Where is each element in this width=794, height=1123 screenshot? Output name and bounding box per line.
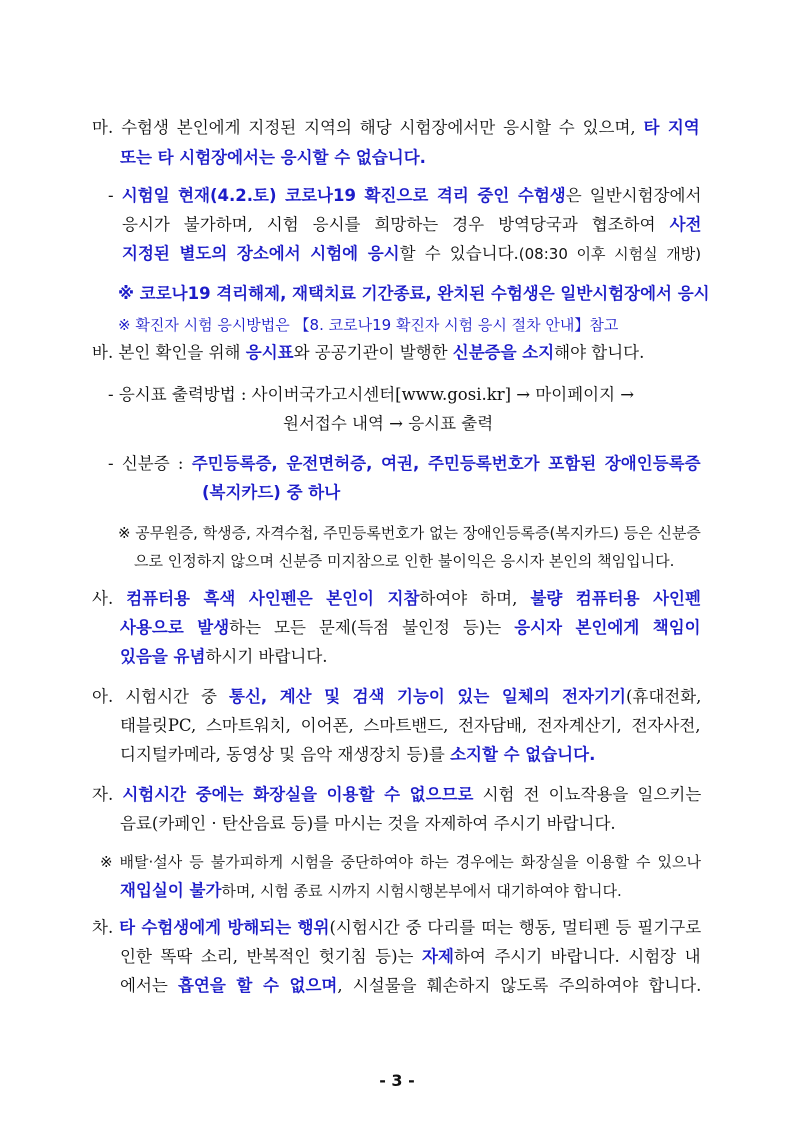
page-number: - 3 - — [379, 1071, 415, 1090]
text-line — [92, 916, 701, 940]
text-segment: 시험 전 이뇨작용을 일으키는 — [473, 785, 702, 804]
text-segment: 태블릿PC, 스마트워치, 이어폰, 스마트밴드, 전자담배, 전자계산기, 전자사전, — [120, 716, 701, 735]
text-line — [122, 242, 701, 266]
text-line — [118, 313, 618, 337]
text-segment: - 신분증 : — [108, 454, 192, 473]
emphasis-text: 자제 — [422, 947, 454, 966]
text-line — [283, 412, 493, 436]
text-segment: ※ 공무원증, 학생증, 자격수첩, 주민등록번호가 없는 장애인등록증(복지카드) 등은 신분증 — [118, 524, 701, 542]
text-segment: 해야 합니다. — [554, 343, 645, 362]
text-line — [118, 521, 701, 545]
text-segment: 은 일반시험장에서 — [565, 186, 702, 205]
text-segment: 으로 인정하지 않으며 신분증 미지참으로 인한 불이익은 응시자 본인의 책임입니다. — [134, 552, 675, 570]
text-line — [122, 213, 701, 237]
text-segment: 응시가 불가하며, 시험 응시를 희망하는 경우 방역당국과 협조하여 — [122, 215, 670, 234]
text-line — [92, 341, 644, 365]
emphasis-text: 응시표 — [245, 343, 294, 362]
text-line — [108, 184, 701, 208]
emphasis-text: ※ 확진자 시험 응시방법은 【8. 코로나19 확진자 시험 응시 절차 안내】참고 — [118, 316, 619, 334]
emphasis-text: 사전 — [669, 215, 702, 234]
text-segment: 하시기 바랍니다. — [205, 647, 328, 666]
emphasis-text: 응시자 본인에게 책임이 — [514, 618, 701, 637]
text-segment: 원서접수 내역 → 응시표 출력 — [283, 414, 494, 433]
emphasis-text: 소지할 수 없습니다. — [450, 745, 596, 764]
emphasis-text: 재입실이 불가 — [120, 881, 222, 900]
emphasis-text: 통신, 계산 및 검색 기능이 있는 일체의 전자기기 — [229, 687, 626, 706]
emphasis-text: 주민등록증, 운전면허증, 여권, 주민등록번호가 포함된 장애인등록증 — [191, 454, 701, 473]
text-segment: (휴대전화, — [625, 687, 702, 706]
emphasis-text: ※ 코로나19 격리해제, 재택치료 기간종료, 완치된 수험생은 일반시험장에서 응시 — [118, 284, 710, 303]
emphasis-text: 흡연을 할 수 없으며 — [177, 976, 338, 995]
emphasis-text: 시험일 현재(4.2.토) 코로나19 확진으로 격리 중인 수험생 — [121, 186, 566, 205]
text-line — [120, 879, 622, 903]
emphasis-text: 시험시간 중에는 화장실을 이용할 수 없으므로 — [122, 785, 474, 804]
text-segment: 디지털카메라, 동영상 및 음악 재생장치 등)를 — [120, 745, 451, 764]
emphasis-text: 타 수험생에게 방해되는 행위 — [119, 918, 330, 937]
text-segment: (시험시간 중 다리를 떠는 행동, 멀티펜 등 필기구로 — [329, 918, 702, 937]
text-line — [120, 714, 701, 738]
text-segment: 하여야 하며, — [419, 589, 531, 608]
emphasis-text: 지정된 별도의 장소에서 시험에 응시 — [122, 244, 400, 263]
text-segment: 마. 수험생 본인에게 지정된 지역의 해당 시험장에서만 응시할 수 있으며, — [92, 118, 644, 137]
text-line — [120, 146, 426, 170]
text-segment: - — [108, 186, 122, 205]
text-line — [118, 282, 710, 306]
text-line — [120, 743, 595, 767]
text-segment: 음료(카페인 · 탄산음료 등)를 마시는 것을 자제하여 주시기 바랍니다. — [120, 814, 616, 833]
emphasis-text: 있음을 유념 — [120, 647, 206, 666]
emphasis-text: 사용으로 발생 — [120, 618, 230, 637]
text-segment: 사. — [92, 589, 127, 608]
text-line — [92, 685, 701, 709]
emphasis-text: 컴퓨터용 흑색 사인펜은 본인이 지참 — [126, 589, 420, 608]
text-segment: 차. — [92, 918, 120, 937]
text-segment: 할 수 있습니다. — [399, 244, 519, 263]
emphasis-text: 타 지역 — [643, 118, 700, 137]
text-segment: 인한 똑딱 소리, 반복적인 헛기침 등)는 — [120, 947, 423, 966]
text-line — [92, 783, 701, 807]
text-line — [92, 587, 701, 611]
text-line — [120, 616, 701, 640]
text-segment: 하는 모든 문제(득점 불인정 등)는 — [229, 618, 515, 637]
emphasis-text: 신분증을 소지 — [452, 343, 555, 362]
text-line — [100, 850, 701, 874]
text-segment: 바. 본인 확인을 위해 — [92, 343, 246, 362]
text-segment: 하며, 시험 종료 시까지 시험시행본부에서 대기하여야 합니다. — [221, 882, 622, 900]
emphasis-text: (복지카드) 중 하나 — [202, 483, 341, 502]
text-segment: 아. 시험시간 중 — [92, 687, 230, 706]
text-line — [120, 812, 616, 836]
text-segment: 와 공공기관이 발행한 — [293, 343, 453, 362]
text-line — [108, 452, 701, 476]
text-segment: 하여 주시기 바랍니다. 시험장 내 — [453, 947, 701, 966]
text-line — [120, 645, 328, 669]
text-line — [202, 481, 340, 505]
text-segment: (08:30 이후 시험실 개방) — [518, 245, 702, 263]
text-line — [92, 116, 700, 140]
text-segment: 자. — [92, 785, 123, 804]
text-line — [120, 974, 701, 998]
text-segment: 에서는 — [120, 976, 178, 995]
emphasis-text: 또는 타 시험장에서는 응시할 수 없습니다. — [120, 148, 426, 167]
text-segment: - 응시표 출력방법 : 사이버국가고시센터[www.gosi.kr] → 마이페이지 → — [108, 385, 635, 404]
emphasis-text: 불량 컴퓨터용 사인펜 — [530, 589, 701, 608]
text-segment: ※ 배탈·설사 등 불가피하게 시험을 중단하여야 하는 경우에는 화장실을 이용할 수 있으나 — [100, 853, 701, 871]
text-segment: , 시설물을 훼손하지 않도록 주의하여야 합니다. — [337, 976, 702, 995]
text-line — [134, 549, 674, 573]
text-line — [108, 383, 634, 407]
text-line — [120, 945, 701, 969]
